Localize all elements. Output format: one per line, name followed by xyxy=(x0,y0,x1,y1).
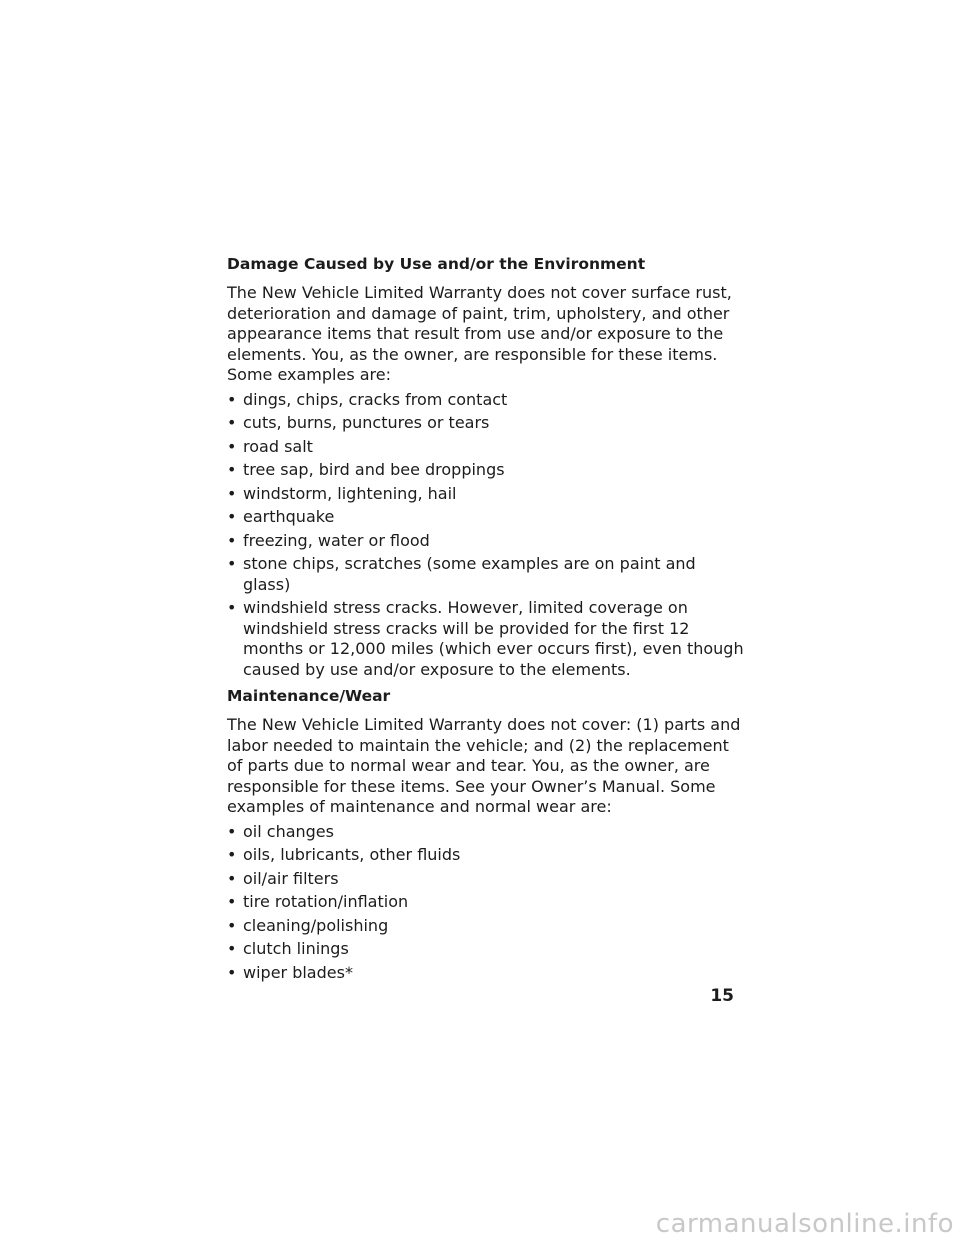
list-item-text: cleaning/polishing xyxy=(243,915,389,935)
bullet-icon: • xyxy=(227,598,237,617)
list-item-text: earthquake xyxy=(243,507,335,526)
list-item-text: oil changes xyxy=(243,821,334,841)
list-item-text: dings, chips, cracks from contact xyxy=(243,389,508,409)
section-paragraph-maintenance: The New Vehicle Limited Warranty does not cover: (1) parts and labor needed to maintain the vehicle; and (2) the replacement of parts due to normal wear and tear. You, as the owner, are responsible for these items. See your Owner’s Manual. Some examples of maintenance and normal wear are: xyxy=(227,715,741,816)
list-item xyxy=(227,507,747,528)
bullet-icon: • xyxy=(227,892,237,911)
bullet-icon: • xyxy=(227,460,237,479)
list-item-text: windshield stress cracks. However, limited coverage on windshield stress cracks will be provided for the first 12 months or 12,000 miles (which ever occurs first), even though caused by use and/or exposure to the elements. xyxy=(243,598,744,679)
bullet-icon: • xyxy=(227,821,237,841)
list-item-text: clutch linings xyxy=(243,939,349,958)
section-heading-maintenance: Maintenance/Wear xyxy=(227,687,391,705)
list-item xyxy=(227,598,747,680)
bullet-icon: • xyxy=(227,939,237,958)
bullet-icon: • xyxy=(227,868,237,888)
watermark: carmanualsonline.info xyxy=(655,1209,954,1239)
list-item-text: windstorm, lightening, hail xyxy=(243,483,457,503)
maintenance-examples-list xyxy=(227,822,747,984)
list-item xyxy=(227,822,747,843)
list-item-text: stone chips, scratches (some examples are on paint and glass) xyxy=(243,554,696,594)
list-item xyxy=(227,390,747,411)
bullet-icon: • xyxy=(227,436,237,456)
maintenance-section xyxy=(227,686,747,983)
bullet-icon: • xyxy=(227,845,237,864)
list-item xyxy=(227,892,747,913)
list-item-text: oils, lubricants, other fluids xyxy=(243,845,461,864)
list-item xyxy=(227,531,747,552)
list-item xyxy=(227,963,747,984)
list-item-text: wiper blades* xyxy=(243,962,353,982)
list-item xyxy=(227,554,747,595)
bullet-icon: • xyxy=(227,507,237,526)
list-item-text: road salt xyxy=(243,436,313,456)
list-item-text: tire rotation/inflation xyxy=(243,892,409,911)
page-number: 15 xyxy=(710,986,734,1006)
list-item-text: freezing, water or flood xyxy=(243,530,430,550)
list-item xyxy=(227,460,747,481)
document-body xyxy=(227,254,747,986)
section-heading-damage: Damage Caused by Use and/or the Environment xyxy=(227,255,646,273)
section-paragraph-damage: The New Vehicle Limited Warranty does not cover surface rust, deterioration and damage of paint, trim, upholstery, and other appearance items that result from use and/or exposure to the elements. You, as the owner, are responsible for these items. Some examples are: xyxy=(227,283,732,384)
list-item-text: oil/air filters xyxy=(243,868,339,888)
bullet-icon: • xyxy=(227,530,237,550)
list-item xyxy=(227,869,747,890)
list-item-text: tree sap, bird and bee droppings xyxy=(243,460,505,479)
list-item xyxy=(227,939,747,960)
bullet-icon: • xyxy=(227,413,237,432)
list-item xyxy=(227,437,747,458)
list-item xyxy=(227,845,747,866)
bullet-icon: • xyxy=(227,554,237,573)
damage-examples-list xyxy=(227,390,747,681)
bullet-icon: • xyxy=(227,915,237,935)
bullet-icon: • xyxy=(227,389,237,409)
bullet-icon: • xyxy=(227,483,237,503)
list-item xyxy=(227,484,747,505)
bullet-icon: • xyxy=(227,962,237,982)
list-item-text: cuts, burns, punctures or tears xyxy=(243,413,490,432)
list-item xyxy=(227,413,747,434)
list-item xyxy=(227,916,747,937)
